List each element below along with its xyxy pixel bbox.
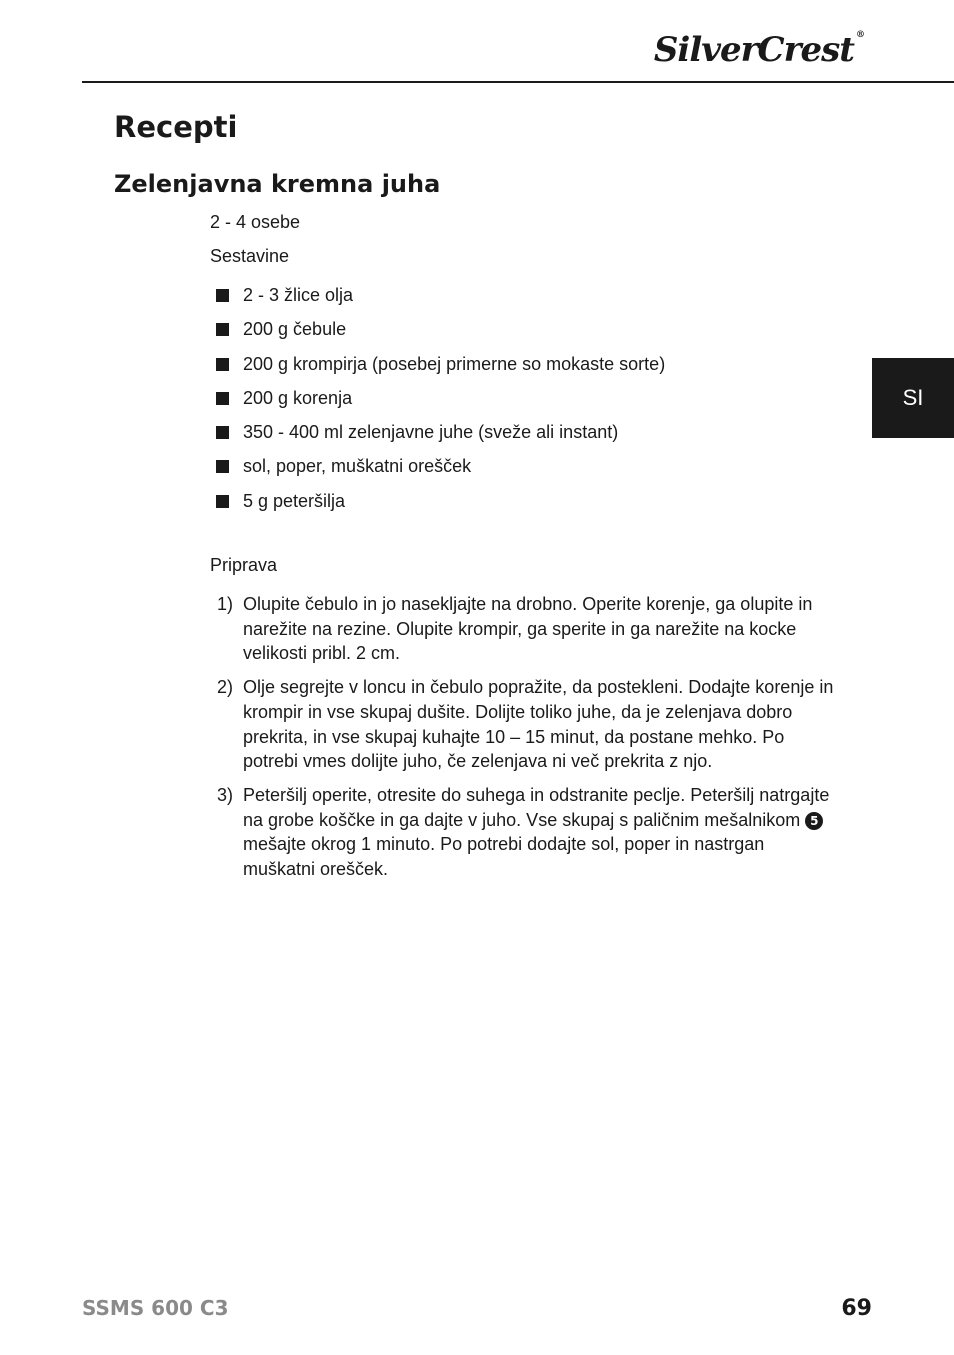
square-bullet-icon [216,323,229,336]
step-item [216,783,836,882]
ingredients-list [216,284,665,524]
page-title: Recepti [114,110,238,144]
list-item [216,455,665,489]
ingredient-text: 200 g krompirja (posebej primerne so mokaste sorte) [243,353,666,374]
square-bullet-icon [216,460,229,473]
square-bullet-icon [216,392,229,405]
brand-logo-text: SilverCrest [653,30,854,70]
preparation-steps [216,592,836,882]
step-number: 2) [217,677,234,698]
ingredients-heading: Sestavine [210,246,290,266]
recipe-title: Zelenjavna kremna juha [114,170,441,198]
step-number: 3) [217,784,234,805]
ingredient-text: 2 - 3 žlice olja [243,285,354,305]
step-item [216,592,836,666]
list-item [216,490,665,524]
ingredient-text: 5 g peteršilja [243,490,346,511]
header-rule [82,81,954,83]
part-reference-icon: 5 [805,812,823,830]
step-number: 1) [217,594,234,614]
list-item [216,284,665,318]
step-text: Olupite čebulo in jo nasekljajte na drobno. Operite korenje, ga olupite in narežite na rezine. Olupite krompir, ga sperite in ga narežite na kocke velikosti pribl. 2 cm. [243,594,813,664]
trademark-symbol: ® [856,30,864,40]
page-number: 69 [841,1296,872,1321]
square-bullet-icon [216,358,229,371]
ingredient-text: 350 - 400 ml zelenjavne juhe (sveže ali instant) [243,422,619,443]
square-bullet-icon [216,289,229,302]
square-bullet-icon [216,426,229,439]
list-item [216,353,665,387]
ingredient-text: sol, poper, muškatni orešček [243,456,472,477]
list-item [216,387,665,421]
step-item [216,675,836,774]
servings: 2 - 4 osebe [210,212,301,232]
preparation-heading: Priprava [210,555,278,575]
ingredient-text: 200 g čebule [243,319,347,340]
language-tab: SI [872,358,954,438]
step-text: Olje segrejte v loncu in čebulo popražite, da postekleni. Dodajte korenje in krompir in vse skupaj dušite. Dolijte toliko juhe, da je zelenjava dobro prekrita, in vse skupaj kuhajte 10 – 15 minut, da postane mehko. Po potrebi vmes dolijte juho, če zelenjava ni več prekrita z njo. [243,677,834,772]
square-bullet-icon [216,495,229,508]
brand-logo [654,30,864,70]
list-item [216,318,665,352]
step-text: mešajte okrog 1 minuto. Po potrebi dodajte sol, poper in nastrgan muškatni orešček. [243,834,765,880]
list-item [216,421,665,455]
ingredient-text: 200 g korenja [243,387,353,408]
step-text: Peteršilj operite, otresite do suhega in odstranite peclje. Peteršilj natrgajte na grobe koščke in ga dajte v juho. Vse skupaj s paličnim mešalnikom [243,784,830,830]
footer-model-number: SSMS 600 C3 [82,1296,229,1320]
